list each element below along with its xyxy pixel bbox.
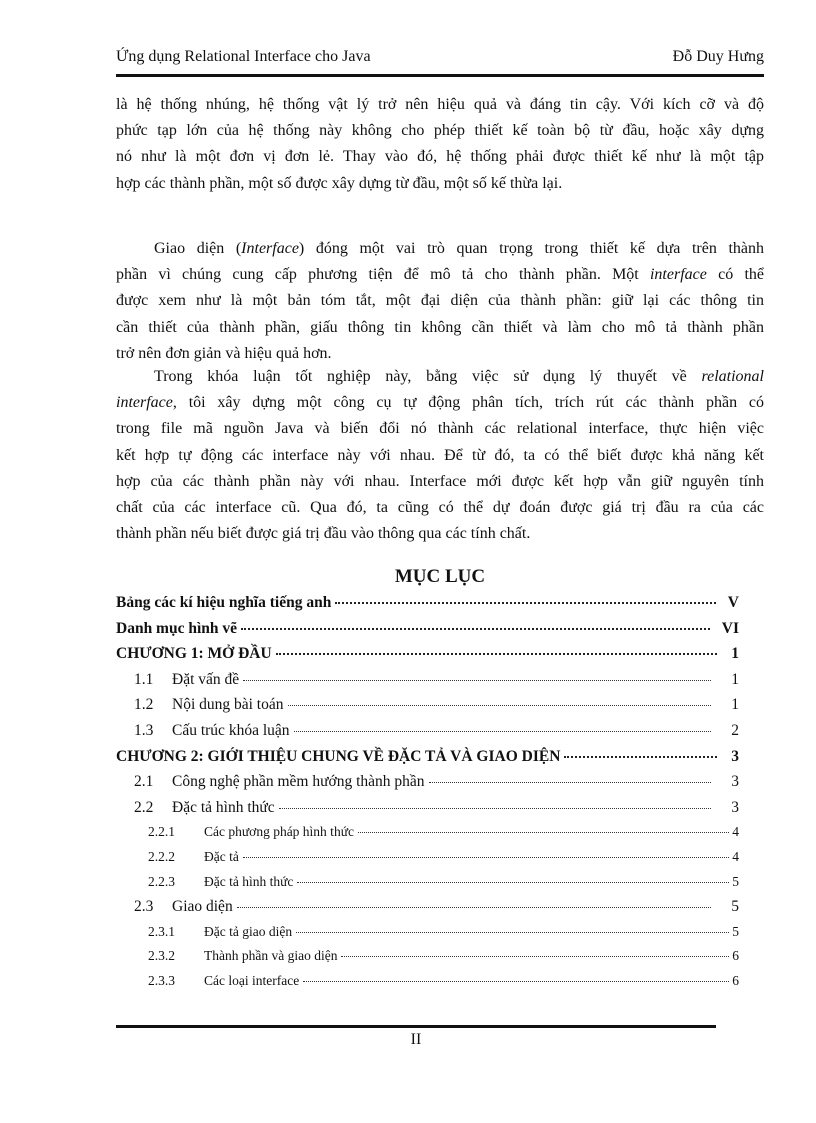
dot-leader bbox=[335, 602, 715, 604]
toc-entry-title: Giao diện bbox=[172, 898, 233, 916]
toc-entry-title: Công nghệ phần mềm hướng thành phần bbox=[172, 773, 425, 791]
text-line bbox=[116, 390, 764, 416]
toc-entry-number: 2.3 bbox=[134, 898, 154, 916]
toc-entry-page: 3 bbox=[731, 747, 739, 765]
toc-entry[interactable] bbox=[116, 671, 739, 697]
text-segment: nó như là một đơn vị đơn lẻ. Thay vào đó, hệ thống phải được thiết kế như là một tập bbox=[116, 148, 764, 166]
dot-leader bbox=[243, 857, 729, 858]
toc-entry-page: 2 bbox=[731, 721, 739, 739]
toc-entry-title: Nội dung bài toán bbox=[172, 696, 284, 714]
text-line bbox=[116, 416, 764, 442]
dot-leader bbox=[243, 680, 711, 681]
toc-entry-number: 1.2 bbox=[134, 696, 154, 714]
toc-entry-page: V bbox=[727, 594, 739, 611]
toc-entry-page: 1 bbox=[731, 645, 739, 663]
dot-leader bbox=[294, 731, 711, 732]
table-of-contents bbox=[116, 594, 739, 998]
dot-leader bbox=[279, 808, 711, 809]
header-rule bbox=[116, 74, 764, 77]
dot-leader bbox=[303, 981, 729, 982]
toc-entry[interactable] bbox=[116, 874, 739, 899]
dot-leader bbox=[358, 832, 729, 833]
toc-entry-number: 2.2.3 bbox=[148, 873, 175, 889]
dot-leader bbox=[296, 932, 729, 933]
toc-entry-title: Cấu trúc khóa luận bbox=[172, 721, 290, 739]
text-line bbox=[116, 443, 764, 469]
text-segment: có thể bbox=[706, 266, 764, 284]
text-segment: là hệ thống nhúng, hệ thống vật lý trở nên hiệu quả và đáng tin cậy. Với kích cỡ và độ bbox=[116, 96, 764, 113]
paragraph bbox=[116, 364, 764, 547]
toc-entry-page: 4 bbox=[732, 824, 739, 840]
text-segment: hợp của các thành phần này với nhau. Interface mới được kết hợp vẫn giữ nguyên tính bbox=[116, 472, 764, 490]
toc-entry[interactable] bbox=[116, 620, 739, 646]
page-number: II bbox=[410, 1031, 422, 1048]
text-segment: trở nên đơn giản và hiệu quả hơn. bbox=[116, 344, 332, 362]
text-segment: được xem như là một bản tóm tắt, một đại diện của thành phần: giữ lại các thông tin bbox=[116, 292, 764, 310]
text-segment: , tôi xây dựng một công cụ tự động phân tích, trích rút các thành phần có bbox=[172, 394, 764, 412]
toc-entry-title: Bảng các kí hiệu nghĩa tiếng anh bbox=[116, 594, 332, 611]
dot-leader bbox=[237, 907, 711, 908]
toc-entry-number: 2.3.3 bbox=[148, 972, 175, 988]
text-line bbox=[116, 469, 764, 495]
text-line bbox=[116, 262, 764, 288]
dot-leader bbox=[241, 628, 710, 630]
paragraph bbox=[116, 92, 764, 197]
toc-entry-number: 2.2 bbox=[134, 798, 154, 816]
text-line bbox=[116, 364, 764, 390]
toc-entry-page: 6 bbox=[732, 972, 739, 988]
paragraph bbox=[116, 236, 764, 367]
toc-entry-title: Các loại interface bbox=[204, 972, 300, 988]
text-segment: thành phần nếu biết được giá trị đầu vào thông qua các tính chất. bbox=[116, 525, 531, 543]
toc-entry-title: Danh mục hình vẽ bbox=[116, 619, 238, 637]
text-line bbox=[116, 341, 764, 367]
text-segment: phức tạp lớn của hệ thống này không cho phép thiết kế toàn bộ từ đầu, hoặc xây dựng bbox=[116, 122, 764, 140]
toc-entry-number: 2.2.2 bbox=[148, 848, 175, 864]
toc-entry[interactable] bbox=[116, 924, 739, 949]
toc-entry-title: Đặc tả bbox=[204, 848, 239, 864]
dot-leader bbox=[564, 756, 717, 758]
toc-entry[interactable] bbox=[116, 748, 739, 774]
toc-entry[interactable] bbox=[116, 594, 739, 620]
toc-entry[interactable] bbox=[116, 773, 739, 799]
toc-entry[interactable] bbox=[116, 973, 739, 998]
text-line bbox=[116, 118, 764, 144]
text-line bbox=[116, 92, 764, 118]
dot-leader bbox=[288, 705, 712, 706]
text-segment: ) đóng một vai trò quan trọng trong thiết kế dựa trên thành bbox=[298, 240, 764, 257]
dot-leader bbox=[297, 882, 729, 883]
toc-entry-number: 2.1 bbox=[134, 773, 154, 791]
text-segment: hợp các thành phần, một số được xây dựng từ đầu, một số kế thừa lại. bbox=[116, 174, 563, 192]
dot-leader bbox=[429, 782, 711, 783]
text-line bbox=[116, 144, 764, 170]
italic-term: interface bbox=[649, 266, 707, 284]
text-segment: trong file mã nguồn Java và biến đổi nó thành các relational interface, thực hiện việc bbox=[116, 420, 764, 438]
toc-title: MỤC LỤC bbox=[394, 566, 486, 587]
italic-term: relational bbox=[701, 368, 764, 385]
toc-entry-number: 1.3 bbox=[134, 721, 154, 739]
toc-entry-title: Thành phần và giao diện bbox=[204, 948, 338, 964]
toc-entry-title: Đặt vấn đề bbox=[172, 670, 240, 688]
text-line bbox=[116, 521, 764, 547]
toc-entry[interactable] bbox=[116, 696, 739, 722]
toc-entry-page: 5 bbox=[731, 898, 739, 916]
toc-entry-page: 3 bbox=[731, 798, 739, 816]
toc-entry-page: 4 bbox=[732, 848, 739, 864]
text-segment: Giao diện ( bbox=[154, 240, 242, 257]
toc-entry[interactable] bbox=[116, 948, 739, 973]
toc-entry-page: VI bbox=[721, 619, 739, 637]
footer-rule bbox=[116, 1025, 716, 1028]
toc-entry-title: CHƯƠNG 2: GIỚI THIỆU CHUNG VỀ ĐẶC TẢ VÀ GIAO DIỆN bbox=[116, 747, 561, 765]
text-line bbox=[116, 236, 764, 262]
toc-entry[interactable] bbox=[116, 722, 739, 748]
toc-entry-page: 1 bbox=[731, 670, 739, 688]
toc-entry-title: CHƯƠNG 1: MỞ ĐẦU bbox=[116, 645, 272, 663]
toc-entry[interactable] bbox=[116, 799, 739, 825]
text-line bbox=[116, 495, 764, 521]
toc-entry[interactable] bbox=[116, 898, 739, 924]
toc-entry-number: 2.2.1 bbox=[148, 824, 175, 840]
toc-entry-page: 5 bbox=[732, 873, 739, 889]
toc-entry-page: 6 bbox=[732, 948, 739, 964]
toc-entry-page: 5 bbox=[732, 923, 739, 939]
text-line bbox=[116, 315, 764, 341]
toc-entry-number: 2.3.1 bbox=[148, 923, 175, 939]
toc-entry-title: Đặc tả hình thức bbox=[172, 798, 275, 816]
text-segment: Trong khóa luận tốt nghiệp này, bằng việc sử dụng lý thuyết về bbox=[154, 368, 702, 385]
header-title: Ứng dụng Relational Interface cho Java bbox=[116, 48, 371, 65]
dot-leader bbox=[341, 956, 729, 957]
toc-entry-title: Đặc tả hình thức bbox=[204, 873, 294, 889]
text-line bbox=[116, 288, 764, 314]
text-segment: chất của các interface cũ. Qua đó, ta cũng có thể dự đoán được giá trị đầu ra của các bbox=[116, 498, 764, 516]
toc-entry-number: 1.1 bbox=[134, 670, 154, 688]
toc-entry-title: Đặc tả giao diện bbox=[204, 923, 293, 939]
text-segment: cần thiết của thành phần, giấu thông tin không cần thiết và làm cho mô tả thành phần bbox=[116, 318, 764, 336]
italic-term: Interface bbox=[241, 240, 299, 257]
text-segment: phần vì chúng cung cấp phương tiện để mô tả cho thành phần. Một bbox=[116, 266, 650, 284]
toc-entry[interactable] bbox=[116, 645, 739, 671]
toc-entry-number: 2.3.2 bbox=[148, 948, 175, 964]
text-segment: kết hợp tự động các interface này với nhau. Để từ đó, ta có thể biết được khả năng kết bbox=[116, 446, 764, 464]
text-line bbox=[116, 171, 764, 197]
toc-entry-page: 1 bbox=[731, 696, 739, 714]
toc-entry-page: 3 bbox=[731, 773, 739, 791]
page-header bbox=[116, 48, 764, 66]
italic-term: interface bbox=[116, 394, 173, 412]
header-author: Đỗ Duy Hưng bbox=[672, 48, 764, 65]
toc-entry[interactable] bbox=[116, 824, 739, 849]
toc-entry-title: Các phương pháp hình thức bbox=[204, 824, 354, 840]
toc-entry[interactable] bbox=[116, 849, 739, 874]
dot-leader bbox=[276, 653, 717, 655]
